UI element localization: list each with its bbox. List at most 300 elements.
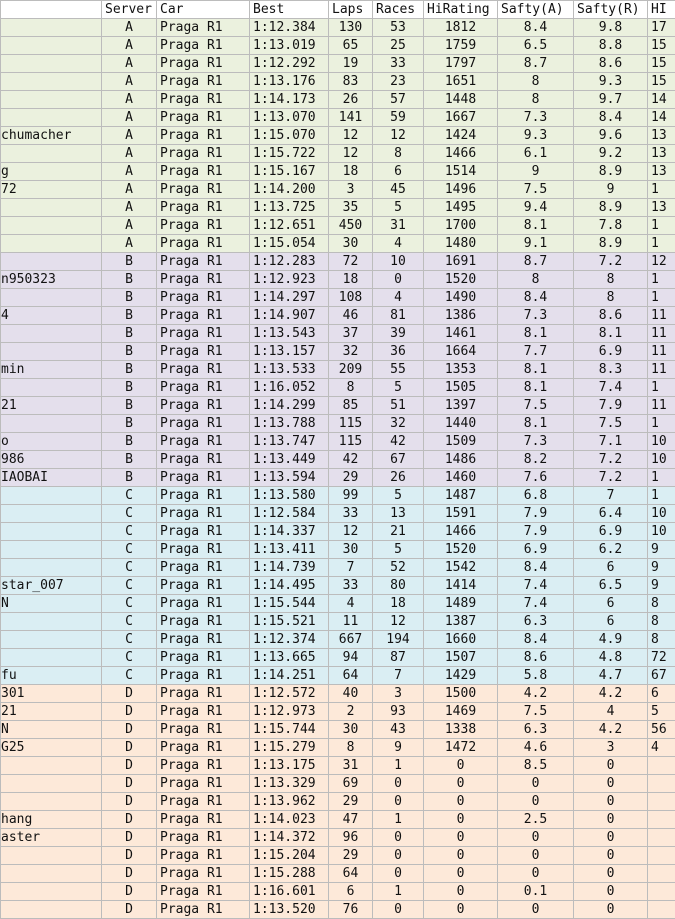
- cell-server[interactable]: B: [102, 361, 157, 379]
- cell-car[interactable]: Praga R1: [157, 37, 250, 55]
- cell-last[interactable]: 11: [648, 307, 675, 325]
- cell-safty-a[interactable]: 8.4: [498, 559, 574, 577]
- cell-safty-r[interactable]: 4: [574, 703, 648, 721]
- cell-best[interactable]: 1:13.176: [250, 73, 329, 91]
- cell-safty-a[interactable]: 8.7: [498, 253, 574, 271]
- cell-last[interactable]: 1: [648, 379, 675, 397]
- cell-races[interactable]: 81: [373, 307, 424, 325]
- cell-server[interactable]: D: [102, 811, 157, 829]
- cell-best[interactable]: 1:13.019: [250, 37, 329, 55]
- cell-last[interactable]: 1: [648, 289, 675, 307]
- cell-safty-a[interactable]: 7.4: [498, 595, 574, 613]
- cell-hirating[interactable]: 1466: [424, 145, 498, 163]
- cell-safty-a[interactable]: 8.4: [498, 19, 574, 37]
- cell-hirating[interactable]: 1759: [424, 37, 498, 55]
- cell-safty-a[interactable]: 6.9: [498, 541, 574, 559]
- cell-best[interactable]: 1:14.495: [250, 577, 329, 595]
- cell-safty-r[interactable]: 8.1: [574, 325, 648, 343]
- cell-car[interactable]: Praga R1: [157, 631, 250, 649]
- cell-hirating[interactable]: 1424: [424, 127, 498, 145]
- cell-safty-a[interactable]: 7.3: [498, 109, 574, 127]
- cell-name[interactable]: N: [1, 595, 102, 613]
- header-server[interactable]: Server: [102, 1, 157, 19]
- cell-hirating[interactable]: 1520: [424, 271, 498, 289]
- cell-safty-r[interactable]: 0: [574, 775, 648, 793]
- cell-best[interactable]: 1:15.204: [250, 847, 329, 865]
- cell-safty-a[interactable]: 8.2: [498, 451, 574, 469]
- cell-races[interactable]: 7: [373, 667, 424, 685]
- cell-car[interactable]: Praga R1: [157, 505, 250, 523]
- cell-laps[interactable]: 40: [329, 685, 373, 703]
- cell-safty-a[interactable]: 8.1: [498, 379, 574, 397]
- cell-safty-r[interactable]: 4.2: [574, 721, 648, 739]
- cell-safty-r[interactable]: 0: [574, 901, 648, 919]
- cell-hirating[interactable]: 1338: [424, 721, 498, 739]
- cell-name[interactable]: [1, 415, 102, 433]
- cell-hirating[interactable]: 0: [424, 883, 498, 901]
- cell-best[interactable]: 1:13.449: [250, 451, 329, 469]
- cell-laps[interactable]: 69: [329, 775, 373, 793]
- cell-hirating[interactable]: 1487: [424, 487, 498, 505]
- cell-races[interactable]: 3: [373, 685, 424, 703]
- cell-car[interactable]: Praga R1: [157, 865, 250, 883]
- cell-hirating[interactable]: 1460: [424, 469, 498, 487]
- cell-hirating[interactable]: 1700: [424, 217, 498, 235]
- cell-car[interactable]: Praga R1: [157, 757, 250, 775]
- cell-races[interactable]: 5: [373, 379, 424, 397]
- cell-name[interactable]: [1, 847, 102, 865]
- cell-safty-r[interactable]: 6.4: [574, 505, 648, 523]
- cell-hirating[interactable]: 1651: [424, 73, 498, 91]
- cell-last[interactable]: [648, 757, 675, 775]
- cell-best[interactable]: 1:13.411: [250, 541, 329, 559]
- cell-server[interactable]: B: [102, 397, 157, 415]
- cell-server[interactable]: A: [102, 127, 157, 145]
- header-best[interactable]: Best: [250, 1, 329, 19]
- cell-safty-a[interactable]: 8: [498, 73, 574, 91]
- cell-hirating[interactable]: 0: [424, 847, 498, 865]
- cell-last[interactable]: 17: [648, 19, 675, 37]
- cell-best[interactable]: 1:13.594: [250, 469, 329, 487]
- cell-car[interactable]: Praga R1: [157, 721, 250, 739]
- cell-safty-a[interactable]: 9.4: [498, 199, 574, 217]
- cell-laps[interactable]: 64: [329, 667, 373, 685]
- cell-car[interactable]: Praga R1: [157, 433, 250, 451]
- cell-name[interactable]: [1, 631, 102, 649]
- cell-hirating[interactable]: 1667: [424, 109, 498, 127]
- cell-safty-r[interactable]: 7.9: [574, 397, 648, 415]
- cell-name[interactable]: IAOBAI: [1, 469, 102, 487]
- cell-name[interactable]: chumacher: [1, 127, 102, 145]
- cell-safty-a[interactable]: 5.8: [498, 667, 574, 685]
- cell-best[interactable]: 1:13.725: [250, 199, 329, 217]
- cell-best[interactable]: 1:14.337: [250, 523, 329, 541]
- cell-laps[interactable]: 6: [329, 883, 373, 901]
- header-name[interactable]: [1, 1, 102, 19]
- cell-best[interactable]: 1:15.521: [250, 613, 329, 631]
- cell-last[interactable]: 11: [648, 397, 675, 415]
- cell-car[interactable]: Praga R1: [157, 559, 250, 577]
- cell-last[interactable]: 6: [648, 685, 675, 703]
- cell-best[interactable]: 1:14.739: [250, 559, 329, 577]
- cell-safty-r[interactable]: 6.2: [574, 541, 648, 559]
- cell-hirating[interactable]: 1486: [424, 451, 498, 469]
- cell-server[interactable]: C: [102, 577, 157, 595]
- cell-last[interactable]: [648, 865, 675, 883]
- cell-laps[interactable]: 108: [329, 289, 373, 307]
- cell-best[interactable]: 1:12.384: [250, 19, 329, 37]
- cell-last[interactable]: 10: [648, 505, 675, 523]
- cell-best[interactable]: 1:12.651: [250, 217, 329, 235]
- header-last[interactable]: HI: [648, 1, 675, 19]
- cell-laps[interactable]: 37: [329, 325, 373, 343]
- cell-name[interactable]: o: [1, 433, 102, 451]
- cell-last[interactable]: 9: [648, 559, 675, 577]
- cell-races[interactable]: 26: [373, 469, 424, 487]
- cell-server[interactable]: D: [102, 865, 157, 883]
- cell-server[interactable]: A: [102, 199, 157, 217]
- cell-hirating[interactable]: 1480: [424, 235, 498, 253]
- cell-races[interactable]: 43: [373, 721, 424, 739]
- cell-car[interactable]: Praga R1: [157, 793, 250, 811]
- cell-name[interactable]: [1, 487, 102, 505]
- cell-car[interactable]: Praga R1: [157, 883, 250, 901]
- cell-safty-a[interactable]: 9: [498, 163, 574, 181]
- cell-laps[interactable]: 31: [329, 757, 373, 775]
- cell-hirating[interactable]: 1542: [424, 559, 498, 577]
- cell-laps[interactable]: 115: [329, 433, 373, 451]
- cell-last[interactable]: [648, 829, 675, 847]
- cell-safty-r[interactable]: 0: [574, 865, 648, 883]
- cell-safty-a[interactable]: 7.3: [498, 307, 574, 325]
- cell-safty-a[interactable]: 6.8: [498, 487, 574, 505]
- cell-best[interactable]: 1:13.329: [250, 775, 329, 793]
- cell-server[interactable]: C: [102, 667, 157, 685]
- cell-best[interactable]: 1:14.023: [250, 811, 329, 829]
- cell-car[interactable]: Praga R1: [157, 235, 250, 253]
- cell-safty-r[interactable]: 7.2: [574, 253, 648, 271]
- cell-last[interactable]: 9: [648, 541, 675, 559]
- cell-races[interactable]: 1: [373, 811, 424, 829]
- header-safty-r[interactable]: Safty(R): [574, 1, 648, 19]
- cell-hirating[interactable]: 1490: [424, 289, 498, 307]
- cell-car[interactable]: Praga R1: [157, 307, 250, 325]
- cell-laps[interactable]: 7: [329, 559, 373, 577]
- cell-best[interactable]: 1:12.923: [250, 271, 329, 289]
- cell-races[interactable]: 80: [373, 577, 424, 595]
- cell-best[interactable]: 1:15.279: [250, 739, 329, 757]
- cell-car[interactable]: Praga R1: [157, 361, 250, 379]
- cell-safty-a[interactable]: 8.6: [498, 649, 574, 667]
- cell-safty-r[interactable]: 8: [574, 271, 648, 289]
- cell-races[interactable]: 194: [373, 631, 424, 649]
- cell-safty-r[interactable]: 6: [574, 613, 648, 631]
- cell-hirating[interactable]: 1387: [424, 613, 498, 631]
- cell-safty-r[interactable]: 0: [574, 811, 648, 829]
- cell-safty-r[interactable]: 7.1: [574, 433, 648, 451]
- cell-laps[interactable]: 64: [329, 865, 373, 883]
- cell-laps[interactable]: 12: [329, 127, 373, 145]
- cell-hirating[interactable]: 1691: [424, 253, 498, 271]
- cell-races[interactable]: 51: [373, 397, 424, 415]
- cell-safty-r[interactable]: 3: [574, 739, 648, 757]
- cell-best[interactable]: 1:13.175: [250, 757, 329, 775]
- cell-best[interactable]: 1:15.722: [250, 145, 329, 163]
- cell-races[interactable]: 55: [373, 361, 424, 379]
- cell-name[interactable]: [1, 253, 102, 271]
- cell-name[interactable]: g: [1, 163, 102, 181]
- cell-safty-r[interactable]: 6.9: [574, 343, 648, 361]
- cell-hirating[interactable]: 1472: [424, 739, 498, 757]
- cell-races[interactable]: 18: [373, 595, 424, 613]
- cell-server[interactable]: B: [102, 271, 157, 289]
- cell-name[interactable]: [1, 343, 102, 361]
- cell-car[interactable]: Praga R1: [157, 163, 250, 181]
- cell-server[interactable]: C: [102, 541, 157, 559]
- cell-name[interactable]: [1, 541, 102, 559]
- cell-safty-a[interactable]: 4.6: [498, 739, 574, 757]
- cell-races[interactable]: 0: [373, 901, 424, 919]
- cell-laps[interactable]: 141: [329, 109, 373, 127]
- cell-last[interactable]: 11: [648, 325, 675, 343]
- cell-name[interactable]: [1, 235, 102, 253]
- cell-car[interactable]: Praga R1: [157, 109, 250, 127]
- cell-server[interactable]: B: [102, 415, 157, 433]
- cell-best[interactable]: 1:12.973: [250, 703, 329, 721]
- cell-safty-a[interactable]: 6.1: [498, 145, 574, 163]
- cell-hirating[interactable]: 1500: [424, 685, 498, 703]
- cell-hirating[interactable]: 0: [424, 865, 498, 883]
- cell-best[interactable]: 1:13.533: [250, 361, 329, 379]
- cell-name[interactable]: [1, 883, 102, 901]
- cell-races[interactable]: 1: [373, 883, 424, 901]
- cell-races[interactable]: 67: [373, 451, 424, 469]
- cell-safty-r[interactable]: 4.2: [574, 685, 648, 703]
- cell-hirating[interactable]: 1414: [424, 577, 498, 595]
- cell-safty-r[interactable]: 7: [574, 487, 648, 505]
- cell-car[interactable]: Praga R1: [157, 595, 250, 613]
- cell-safty-a[interactable]: 8.4: [498, 289, 574, 307]
- cell-races[interactable]: 5: [373, 541, 424, 559]
- cell-safty-r[interactable]: 0: [574, 757, 648, 775]
- cell-best[interactable]: 1:12.283: [250, 253, 329, 271]
- cell-laps[interactable]: 35: [329, 199, 373, 217]
- cell-safty-r[interactable]: 8.3: [574, 361, 648, 379]
- cell-hirating[interactable]: 1448: [424, 91, 498, 109]
- cell-races[interactable]: 57: [373, 91, 424, 109]
- cell-server[interactable]: A: [102, 19, 157, 37]
- cell-safty-r[interactable]: 9.7: [574, 91, 648, 109]
- cell-hirating[interactable]: 1440: [424, 415, 498, 433]
- cell-last[interactable]: 1: [648, 469, 675, 487]
- cell-safty-r[interactable]: 0: [574, 829, 648, 847]
- header-laps[interactable]: Laps: [329, 1, 373, 19]
- cell-hirating[interactable]: 1489: [424, 595, 498, 613]
- cell-races[interactable]: 0: [373, 793, 424, 811]
- cell-hirating[interactable]: 1509: [424, 433, 498, 451]
- cell-hirating[interactable]: 1429: [424, 667, 498, 685]
- cell-safty-a[interactable]: 0: [498, 865, 574, 883]
- cell-safty-a[interactable]: 0: [498, 901, 574, 919]
- cell-server[interactable]: A: [102, 217, 157, 235]
- cell-safty-r[interactable]: 8.8: [574, 37, 648, 55]
- cell-best[interactable]: 1:13.747: [250, 433, 329, 451]
- cell-name[interactable]: 21: [1, 397, 102, 415]
- cell-car[interactable]: Praga R1: [157, 775, 250, 793]
- cell-safty-a[interactable]: 8.1: [498, 415, 574, 433]
- cell-name[interactable]: hang: [1, 811, 102, 829]
- cell-last[interactable]: 9: [648, 577, 675, 595]
- cell-best[interactable]: 1:15.070: [250, 127, 329, 145]
- cell-name[interactable]: 986: [1, 451, 102, 469]
- cell-server[interactable]: D: [102, 757, 157, 775]
- cell-races[interactable]: 25: [373, 37, 424, 55]
- cell-car[interactable]: Praga R1: [157, 325, 250, 343]
- cell-safty-r[interactable]: 4.9: [574, 631, 648, 649]
- cell-safty-a[interactable]: 7.6: [498, 469, 574, 487]
- cell-safty-a[interactable]: 8: [498, 91, 574, 109]
- cell-best[interactable]: 1:14.297: [250, 289, 329, 307]
- cell-last[interactable]: 1: [648, 217, 675, 235]
- cell-hirating[interactable]: 1496: [424, 181, 498, 199]
- cell-best[interactable]: 1:14.299: [250, 397, 329, 415]
- cell-races[interactable]: 59: [373, 109, 424, 127]
- cell-name[interactable]: aster: [1, 829, 102, 847]
- cell-safty-a[interactable]: 8: [498, 271, 574, 289]
- cell-safty-r[interactable]: 6: [574, 559, 648, 577]
- cell-laps[interactable]: 130: [329, 19, 373, 37]
- cell-car[interactable]: Praga R1: [157, 487, 250, 505]
- cell-last[interactable]: 15: [648, 55, 675, 73]
- cell-server[interactable]: C: [102, 559, 157, 577]
- cell-safty-a[interactable]: 6.3: [498, 721, 574, 739]
- cell-server[interactable]: A: [102, 73, 157, 91]
- cell-server[interactable]: A: [102, 181, 157, 199]
- cell-best[interactable]: 1:13.580: [250, 487, 329, 505]
- cell-server[interactable]: C: [102, 631, 157, 649]
- cell-laps[interactable]: 18: [329, 271, 373, 289]
- cell-safty-a[interactable]: 8.5: [498, 757, 574, 775]
- cell-last[interactable]: 14: [648, 109, 675, 127]
- cell-name[interactable]: G25: [1, 739, 102, 757]
- cell-hirating[interactable]: 0: [424, 811, 498, 829]
- cell-server[interactable]: B: [102, 433, 157, 451]
- cell-car[interactable]: Praga R1: [157, 91, 250, 109]
- cell-name[interactable]: [1, 19, 102, 37]
- cell-safty-r[interactable]: 6.9: [574, 523, 648, 541]
- cell-safty-r[interactable]: 4.8: [574, 649, 648, 667]
- cell-name[interactable]: [1, 613, 102, 631]
- cell-car[interactable]: Praga R1: [157, 55, 250, 73]
- cell-name[interactable]: [1, 109, 102, 127]
- cell-server[interactable]: A: [102, 163, 157, 181]
- cell-name[interactable]: [1, 379, 102, 397]
- cell-server[interactable]: C: [102, 487, 157, 505]
- cell-car[interactable]: Praga R1: [157, 901, 250, 919]
- cell-hirating[interactable]: 1397: [424, 397, 498, 415]
- cell-name[interactable]: [1, 217, 102, 235]
- cell-name[interactable]: [1, 523, 102, 541]
- cell-server[interactable]: D: [102, 793, 157, 811]
- cell-last[interactable]: 8: [648, 595, 675, 613]
- cell-car[interactable]: Praga R1: [157, 127, 250, 145]
- cell-safty-r[interactable]: 6: [574, 595, 648, 613]
- cell-last[interactable]: 1: [648, 487, 675, 505]
- cell-safty-a[interactable]: 9.3: [498, 127, 574, 145]
- cell-car[interactable]: Praga R1: [157, 343, 250, 361]
- cell-last[interactable]: 1: [648, 235, 675, 253]
- cell-last[interactable]: 13: [648, 163, 675, 181]
- cell-server[interactable]: C: [102, 613, 157, 631]
- cell-car[interactable]: Praga R1: [157, 19, 250, 37]
- cell-last[interactable]: [648, 811, 675, 829]
- cell-last[interactable]: 11: [648, 361, 675, 379]
- cell-laps[interactable]: 47: [329, 811, 373, 829]
- cell-laps[interactable]: 65: [329, 37, 373, 55]
- cell-name[interactable]: [1, 91, 102, 109]
- cell-car[interactable]: Praga R1: [157, 613, 250, 631]
- cell-races[interactable]: 5: [373, 487, 424, 505]
- cell-hirating[interactable]: 0: [424, 793, 498, 811]
- cell-last[interactable]: 13: [648, 199, 675, 217]
- cell-best[interactable]: 1:13.788: [250, 415, 329, 433]
- cell-safty-r[interactable]: 9.6: [574, 127, 648, 145]
- cell-car[interactable]: Praga R1: [157, 379, 250, 397]
- cell-server[interactable]: A: [102, 37, 157, 55]
- cell-races[interactable]: 32: [373, 415, 424, 433]
- cell-races[interactable]: 33: [373, 55, 424, 73]
- cell-safty-r[interactable]: 9: [574, 181, 648, 199]
- cell-name[interactable]: N: [1, 721, 102, 739]
- cell-laps[interactable]: 209: [329, 361, 373, 379]
- cell-hirating[interactable]: 1797: [424, 55, 498, 73]
- cell-server[interactable]: D: [102, 775, 157, 793]
- cell-laps[interactable]: 83: [329, 73, 373, 91]
- cell-car[interactable]: Praga R1: [157, 667, 250, 685]
- cell-safty-a[interactable]: 7.7: [498, 343, 574, 361]
- cell-last[interactable]: 67: [648, 667, 675, 685]
- cell-last[interactable]: 13: [648, 127, 675, 145]
- cell-hirating[interactable]: 1812: [424, 19, 498, 37]
- cell-name[interactable]: 4: [1, 307, 102, 325]
- cell-car[interactable]: Praga R1: [157, 451, 250, 469]
- cell-car[interactable]: Praga R1: [157, 253, 250, 271]
- cell-hirating[interactable]: 0: [424, 757, 498, 775]
- cell-safty-a[interactable]: 8.7: [498, 55, 574, 73]
- cell-laps[interactable]: 12: [329, 523, 373, 541]
- cell-best[interactable]: 1:12.292: [250, 55, 329, 73]
- cell-laps[interactable]: 18: [329, 163, 373, 181]
- cell-hirating[interactable]: 1386: [424, 307, 498, 325]
- cell-hirating[interactable]: 1505: [424, 379, 498, 397]
- cell-safty-a[interactable]: 4.2: [498, 685, 574, 703]
- cell-name[interactable]: [1, 145, 102, 163]
- cell-car[interactable]: Praga R1: [157, 847, 250, 865]
- cell-races[interactable]: 8: [373, 145, 424, 163]
- cell-last[interactable]: [648, 793, 675, 811]
- cell-best[interactable]: 1:15.288: [250, 865, 329, 883]
- cell-best[interactable]: 1:15.167: [250, 163, 329, 181]
- cell-safty-a[interactable]: 7.5: [498, 181, 574, 199]
- cell-hirating[interactable]: 1514: [424, 163, 498, 181]
- cell-last[interactable]: 1: [648, 415, 675, 433]
- cell-hirating[interactable]: 1507: [424, 649, 498, 667]
- cell-safty-a[interactable]: 8.1: [498, 217, 574, 235]
- cell-hirating[interactable]: 1664: [424, 343, 498, 361]
- cell-server[interactable]: D: [102, 721, 157, 739]
- cell-server[interactable]: B: [102, 325, 157, 343]
- cell-name[interactable]: [1, 55, 102, 73]
